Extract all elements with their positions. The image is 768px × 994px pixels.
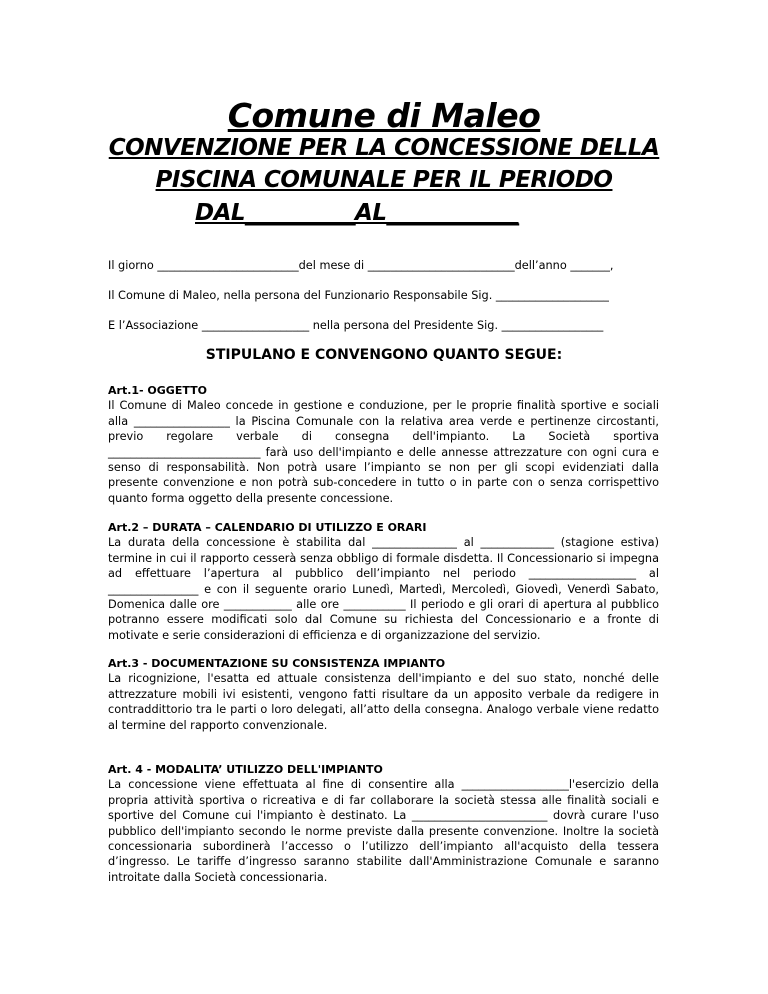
article-heading: Art. 4 - MODALITA’ UTILIZZO DELL'IMPIANTO bbox=[108, 763, 383, 776]
section-heading: STIPULANO E CONVENGONO QUANTO SEGUE: bbox=[205, 347, 563, 363]
municipality-fill-line: Il Comune di Maleo, nella persona del Funzionario Responsabile Sig. ____________________ bbox=[108, 289, 609, 302]
article-3 bbox=[108, 656, 659, 733]
document-subtitle-line-1: CONVENZIONE PER LA CONCESSIONE DELLA bbox=[108, 135, 660, 161]
date-fill-line: Il giorno _________________________del mese di __________________________dell’anno _______, bbox=[108, 259, 614, 272]
article-heading: Art.2 – DURATA – CALENDARIO DI UTILIZZO E ORARI bbox=[108, 521, 427, 534]
article-body: La ricognizione, l'esatta ed attuale consistenza dell'impianto e del suo stato, nonché delle attrezzature mobili ivi esistenti, vengono fatti risultare da un apposito verbale da redigere in contraddittorio tra le parti o loro delegati, all’atto della consegna. Analogo verbale viene redatto al termine del rapporto convenzionale. bbox=[108, 672, 659, 732]
article-2 bbox=[108, 520, 659, 643]
document-period-line: DAL__________AL____________ bbox=[195, 200, 519, 226]
article-heading: Art.1- OGGETTO bbox=[108, 384, 207, 397]
article-heading: Art.3 - DOCUMENTAZIONE SU CONSISTENZA IMPIANTO bbox=[108, 657, 446, 670]
article-body: La concessione viene effettuata al fine di consentire alla ___________________l'esercizio della propria attività sportiva o ricreativa e di far collaborare la società stessa alle finalità sociali e sportive del Comune cui l'impianto è destinato. La ________________________ dovrà curare l'uso pubblico dell'impianto secondo le norme previste dalla presente convenzione. Inoltre la società concessionaria subordinerà l’accesso o l’utilizzo dell’impianto all'acquisto della tessera d’ingresso. Le tariffe d’ingresso saranno stabilite dall'Amministrazione Comunale e saranno introitate dalla Società concessionaria. bbox=[108, 778, 659, 884]
article-body: La durata della concessione è stabilita dal _______________ al _____________ (stagione estiva) termine in cui il rapporto cesserà senza obbligo di formale disdetta. Il Concessionario si impegna ad effettuare l’apertura al pubblico dell’impianto nel periodo ___________________ al ________________ e con il seguente orario Lunedì, Martedì, Mercoledì, Giovedì, Venerdì Sabato, Domenica dalle ore ____________ alle ore ___________ Il periodo e gli orari di apertura al pubblico potranno essere modificati solo dal Comune su richiesta del Concessionario e a fronte di motivate e serie considerazioni di efficienza e di organizzazione del servizio. bbox=[108, 536, 659, 642]
article-4 bbox=[108, 762, 659, 885]
document-subtitle-line-2: PISCINA COMUNALE PER IL PERIODO bbox=[155, 167, 613, 193]
document-title: Comune di Maleo bbox=[227, 96, 541, 135]
association-fill-line: E l’Associazione ___________________ nella persona del Presidente Sig. __________________ bbox=[108, 319, 604, 332]
article-1 bbox=[108, 383, 659, 506]
article-body: Il Comune di Maleo concede in gestione e conduzione, per le proprie finalità sportive e sociali alla _________________ la Piscina Comunale con la relativa area verde e pertinenze circostanti, previo regolare verbale di consegna dell'impianto. La Società sportiva ___________________________ farà uso dell'impianto e delle annesse attrezzature con ogni cura e senso di responsabilità. Non potrà usare l’impianto se non per gli scopi evidenziati dalla presente convenzione e non potrà sub-concedere in tutto o in parte con o senza corrispettivo quanto forma oggetto della presente concessione. bbox=[108, 399, 659, 505]
